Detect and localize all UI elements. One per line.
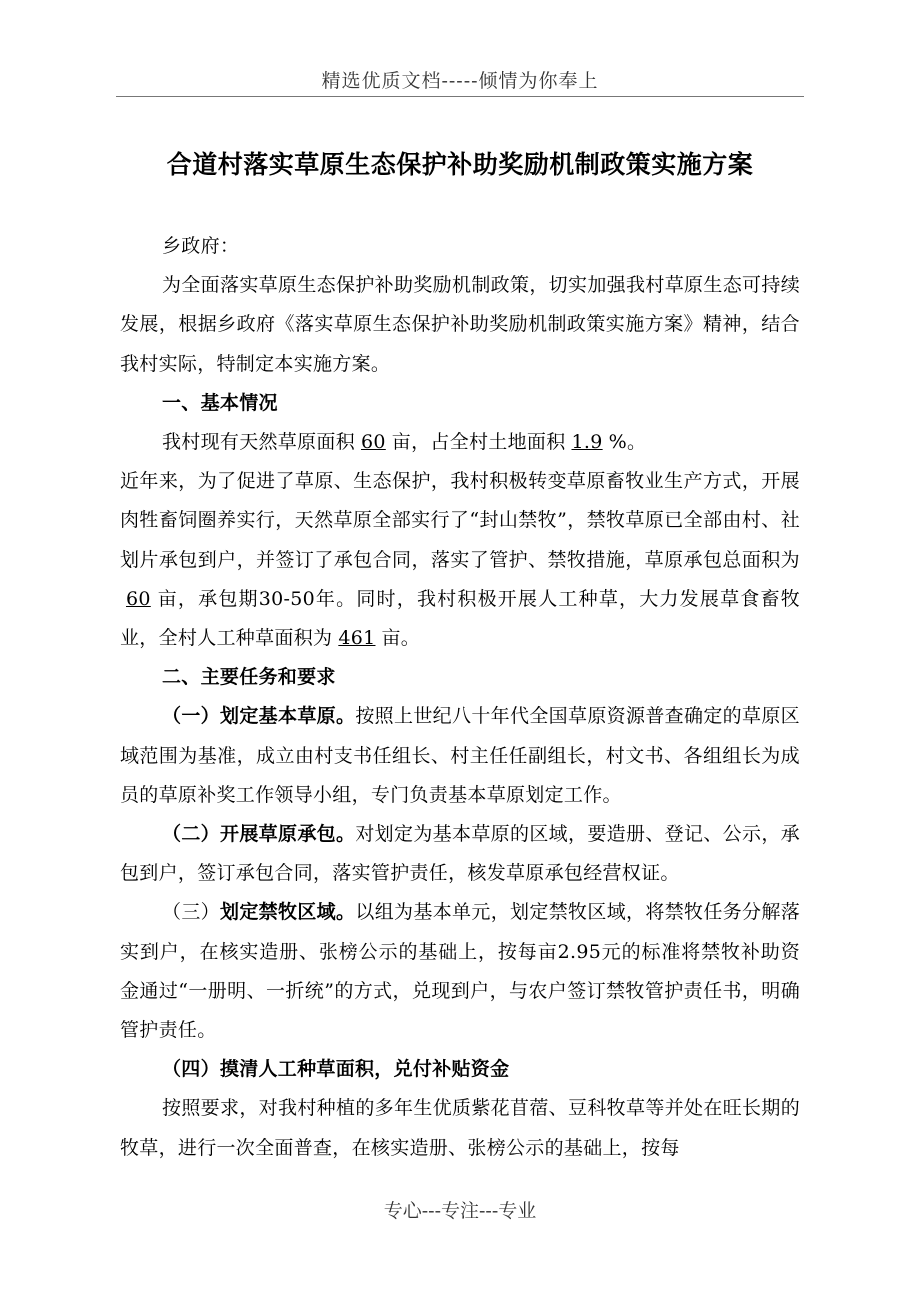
area-text-a: 我村现有天然草原面积 xyxy=(162,431,356,454)
area-text-b: 亩，占全村土地面积 xyxy=(391,431,566,454)
grassland-area-line xyxy=(120,423,800,462)
artificial-grass-area-value: 461 xyxy=(338,627,376,650)
page-header: 精选优质文档-----倾情为你奉上 xyxy=(321,70,599,92)
document-title: 合道村落实草原生态保护补助奖励机制政策实施方案 xyxy=(166,150,754,179)
section-heading-basic-situation: 一、基本情况 xyxy=(162,391,278,414)
contract-area-value: 60 xyxy=(126,587,151,610)
task-item-1 xyxy=(120,697,800,815)
recent-text-c: 亩。 xyxy=(381,627,421,650)
header-divider xyxy=(116,96,804,97)
salutation: 乡政府： xyxy=(162,235,240,257)
task-item-3-title: 划定禁牧区域。 xyxy=(220,901,356,924)
land-percent-value: 1.9 xyxy=(571,431,603,454)
task-item-3-prefix: （三） xyxy=(162,901,221,924)
task-item-3 xyxy=(120,893,800,1050)
document-body xyxy=(120,227,800,1168)
recent-text-b: 亩，承包期30-50年。同时，我村积极开展人工种草，大力发展草食畜牧业，全村人工种草面积为 xyxy=(120,587,800,650)
task-item-2-text: 对划定为基本草原的区域，要造册、登记、公示，承包到户，签订承包合同，落实管护责任，核发草原承包经营权证。 xyxy=(120,823,800,885)
area-text-c: %。 xyxy=(608,431,647,454)
section-heading-main-tasks: 二、主要任务和要求 xyxy=(162,666,336,689)
task-item-4-text: 按照要求，对我村种植的多年生优质紫花苜蓿、豆科牧草等并处在旺长期的牧草，进行一次全面普查，在核实造册、张榜公示的基础上，按每 xyxy=(120,1097,800,1159)
grassland-area-value: 60 xyxy=(361,431,386,454)
task-item-2-title: （二）开展草原承包。 xyxy=(162,823,356,846)
recent-years-paragraph xyxy=(120,462,800,658)
page-footer: 专心---专注---专业 xyxy=(383,1200,537,1222)
task-item-3-text: 以组为基本单元，划定禁牧区域，将禁牧任务分解落实到户，在核实造册、张榜公示的基础上，按每亩2.95元的标准将禁牧补助资金通过“一册明、一折统”的方式，兑现到户，与农户签订禁牧管护责任书，明确管护责任。 xyxy=(120,901,801,1042)
task-item-2 xyxy=(120,815,800,893)
task-item-1-title: （一）划定基本草原。 xyxy=(162,705,356,728)
recent-text-a: 近年来，为了促进了草原、生态保护，我村积极转变草原畜牧业生产方式，开展肉牲畜饲圈养实行，天然草原全部实行了“封山禁牧”，禁牧草原已全部由村、社划片承包到户，并签订了承包合同，落实了管护、禁牧措施，草原承包总面积为 xyxy=(120,470,800,571)
task-item-1-text: 按照上世纪八十年代全国草原资源普查确定的草原区域范围为基准，成立由村支书任组长、村主任任副组长，村文书、各组组长为成员的草原补奖工作领导小组，专门负责基本草原划定工作。 xyxy=(120,705,800,806)
task-item-4-title: （四）摸清人工种草面积，兑付补贴资金 xyxy=(162,1058,510,1081)
intro-paragraph: 为全面落实草原生态保护补助奖励机制政策，切实加强我村草原生态可持续发展，根据乡政府《落实草原生态保护补助奖励机制政策实施方案》精神，结合我村实际，特制定本实施方案。 xyxy=(120,274,800,375)
